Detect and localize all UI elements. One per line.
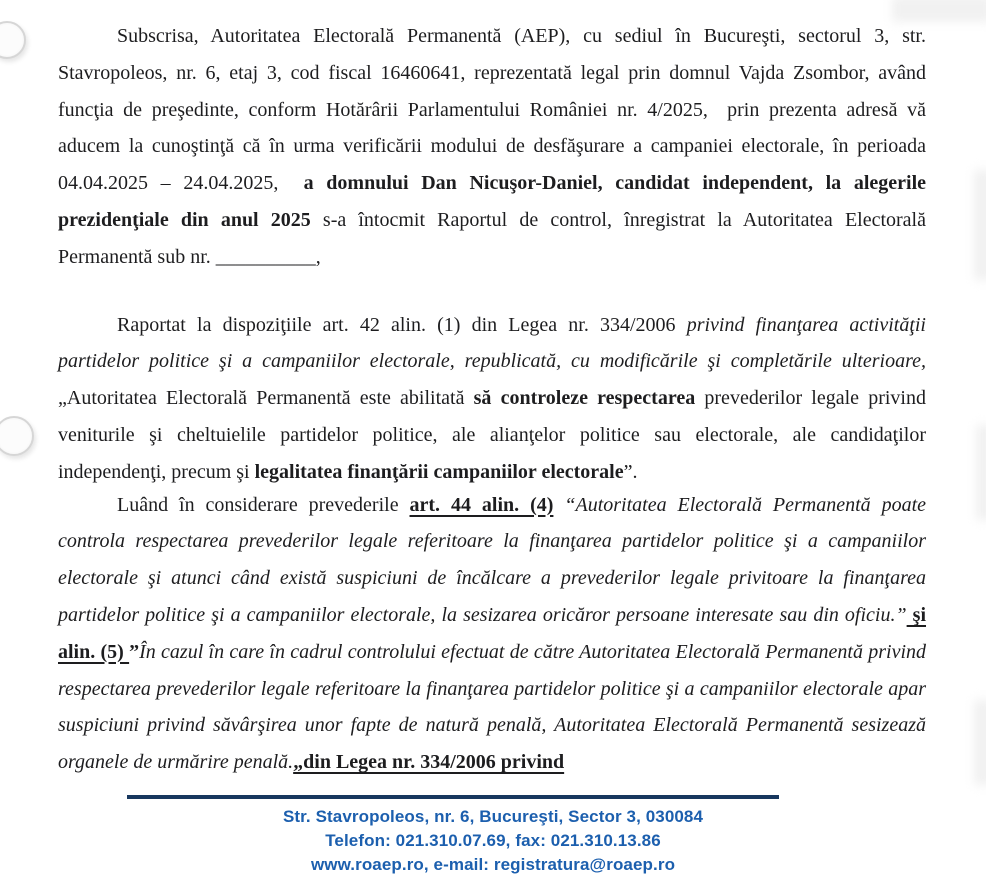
footer-address: Str. Stavropoleos, nr. 6, Bucureşti, Sector 3, 030084: [282, 806, 704, 826]
scan-artifact: [974, 700, 986, 785]
scan-artifact: [974, 170, 986, 280]
paragraph-legal-basis-art42: [58, 307, 926, 491]
text-run: Subscrisa, Autoritatea Electorală Permanentă (AEP), cu sediul în Bucureşti, sectorul 3, str. Stavropoleos, nr. 6, etaj 3, cod fiscal 16460641, reprezentată legal prin domnul Vajda Zsombor, având funcţia de preşedinte, conform Hotărârii Parlamentului României nr. 4/2025, prin prezenta adresă vă aducem la cunoştinţă că în urma verificării modului de desfăşurare a campaniei electorale, în perioada 04.04.2025 – 24.04.2025,: [58, 25, 926, 195]
text-run: şi alin. (5): [58, 603, 927, 663]
text-run: să controleze respectarea: [473, 387, 696, 410]
text-run: legalitatea finanţării campaniilor electorale: [254, 460, 624, 483]
punch-hole-top: [0, 21, 26, 59]
text-run: “Autoritatea Electorală Permanentă poate controla respectarea prevederilor legale referitoare la finanţarea partidelor politice şi a campaniilor electorale şi atunci când există suspiciuni de încălcare a prevederilor legale privitoare la finanţarea partidelor politice şi a campaniilor electorale, la sesizarea oricăror persoane interesate sau din oficiu.”: [58, 493, 927, 626]
text-run: prevederilor legale privind veniturile şi cheltuielile partidelor politice, ale alianţelor politice sau electorale, ale candidaţilor independenţi, precum şi: [58, 387, 926, 483]
paragraph-intro: [58, 18, 926, 276]
scan-artifact: [976, 425, 986, 520]
text-run: „Autoritatea Electorală Permanentă este abilitată: [58, 387, 474, 410]
footer-text-block: [0, 805, 986, 877]
footer-web-email: www.roaep.ro, e-mail: registratura@roaep.ro: [310, 854, 676, 874]
text-run: privind finanţarea activităţii partidelor politice şi a campaniilor electorale, republicată, cu modificările şi completările ulterioare,: [58, 313, 926, 373]
footer-divider: [127, 795, 779, 799]
text-run: [553, 494, 564, 516]
footer-phone-fax: Telefon: 021.310.07.69, fax: 021.310.13.86: [325, 830, 661, 850]
text-run: În cazul în care în cadrul controlului efectuat de către Autoritatea Electorală Permanentă privind respectarea prevederilor legale referitoare la finanţarea partidelor politice şi a campaniilor electorale apar suspiciuni privind săvârşirea unor fapte de natură penală, Autoritatea Electorală Permanentă sesizează organele de urmărire penală.: [58, 640, 926, 774]
text-run: art. 44 alin. (4): [409, 493, 554, 516]
text-run: ”.: [623, 460, 638, 483]
letterhead-footer: [0, 795, 986, 877]
text-run: s-a întocmit Raportul de control, înregistrat la Autoritatea Electorală Permanentă sub nr. __________,: [58, 208, 926, 268]
text-run: ”: [129, 640, 140, 663]
paragraph-legal-basis-art44: [58, 487, 926, 781]
document-body: [58, 18, 926, 781]
text-run: a domnului Dan Nicuşor-Daniel, candidat independent, la alegerile prezidenţiale din anul 2025: [58, 172, 927, 231]
text-run: Raportat la dispoziţiile art. 42 alin. (1) din Legea nr. 334/2006: [117, 313, 687, 336]
punch-hole-middle: [0, 416, 34, 456]
text-run: Luând în considerare prevederile: [117, 493, 410, 516]
text-run: „din Legea nr. 334/2006 privind: [293, 751, 565, 774]
